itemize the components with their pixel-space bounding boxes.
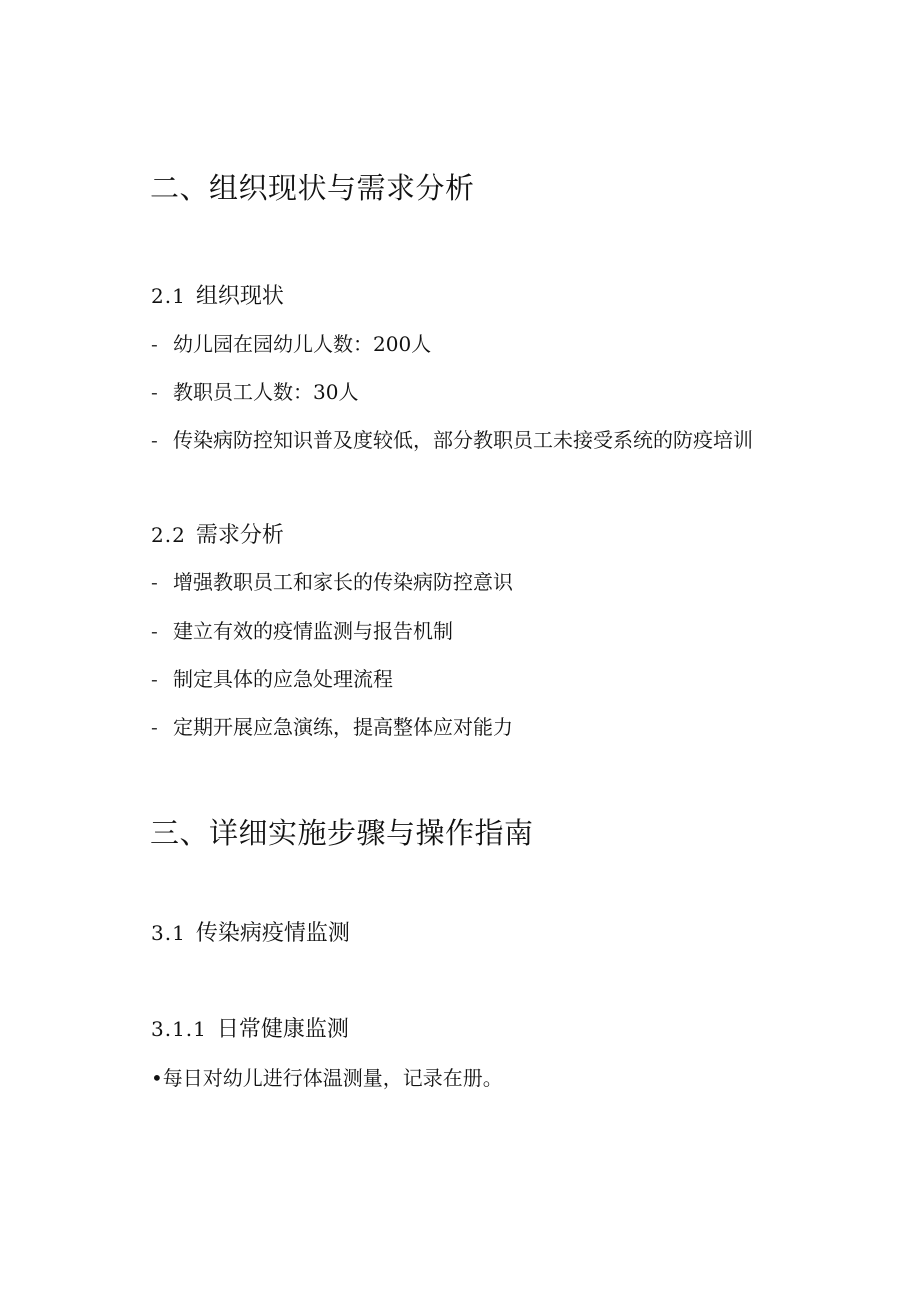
dash-marker: -: [151, 332, 158, 356]
section-2-2-number: 2.2: [151, 523, 186, 547]
section-3-1-1-title: 日常健康监测: [216, 1017, 349, 1042]
dash-marker: -: [151, 715, 158, 739]
section-3-heading: 三、详细实施步骤与操作指南: [150, 816, 534, 850]
dash-marker: -: [151, 380, 158, 404]
list-item-text: 建立有效的疫情监测与报告机制: [173, 619, 453, 643]
list-item: [151, 424, 753, 453]
list-item: [151, 663, 393, 692]
bullet-item: •每日对幼儿进行体温测量，记录在册。: [151, 1066, 503, 1090]
dash-marker: -: [151, 619, 158, 643]
section-3-1-number: 3.1: [151, 921, 186, 945]
list-item-text: 制定具体的应急处理流程: [173, 667, 393, 691]
dash-marker: -: [151, 667, 158, 691]
list-item: [151, 376, 358, 405]
section-3-1-title: 传染病疫情监测: [195, 921, 350, 946]
section-2-1-number: 2.1: [151, 284, 186, 308]
section-2-2-title: 需求分析: [195, 523, 284, 548]
list-item: [151, 615, 453, 644]
list-item-text: 增强教职员工和家长的传染病防控意识: [173, 570, 513, 594]
dash-marker: -: [151, 428, 158, 452]
list-item: [151, 328, 431, 357]
list-item: [151, 711, 513, 740]
section-2-heading: 二、组织现状与需求分析: [150, 171, 475, 205]
list-item-text: 定期开展应急演练，提高整体应对能力: [173, 715, 513, 739]
list-item-text: 教职员工人数：30人: [173, 380, 359, 404]
section-2-2-heading: [151, 518, 284, 549]
section-3-1-heading: [151, 916, 350, 947]
list-item-text: 传染病防控知识普及度较低，部分教职员工未接受系统的防疫培训: [173, 428, 753, 452]
list-item: [151, 566, 513, 595]
section-3-1-1-heading: [151, 1012, 349, 1043]
section-2-1-heading: [151, 279, 284, 310]
list-item-text: 幼儿园在园幼儿人数：200人: [173, 332, 432, 356]
section-3-1-1-number: 3.1.1: [151, 1017, 207, 1041]
dash-marker: -: [151, 570, 158, 594]
section-2-1-title: 组织现状: [195, 284, 284, 309]
